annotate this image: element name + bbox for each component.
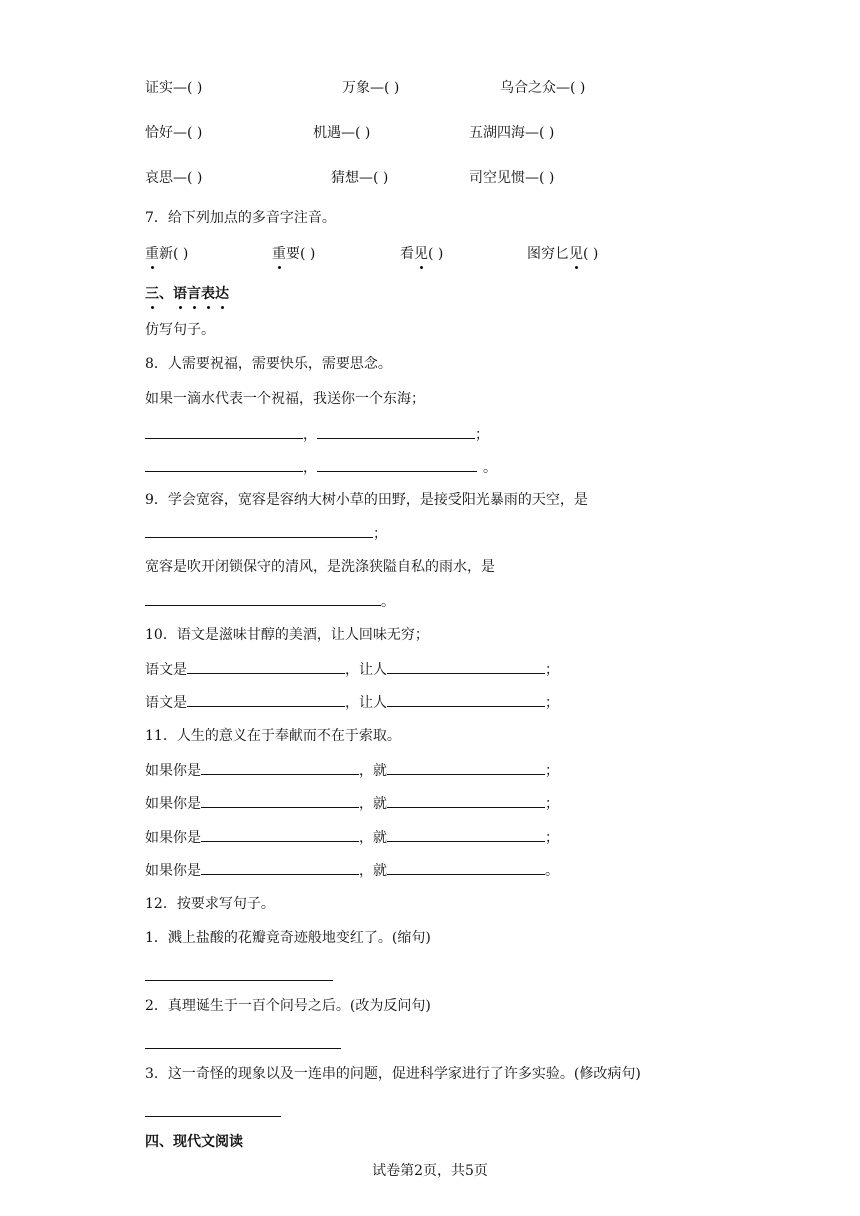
separator: 。 <box>483 460 497 476</box>
q7-item-rest: 要( ) <box>286 246 316 262</box>
q6-pair: 恰好—( ) <box>145 125 203 141</box>
q11-answer-line <box>145 860 559 881</box>
answer-blank[interactable] <box>201 860 359 875</box>
answer-blank[interactable] <box>387 793 545 808</box>
q11-answer-line <box>145 760 559 781</box>
line-prefix: 如果你是 <box>145 830 201 846</box>
q12-item: 2．真理诞生于一百个问号之后。(改为反问句) <box>145 998 431 1014</box>
heading-char: 语 <box>173 286 187 302</box>
dotted-char: 重 <box>145 246 159 262</box>
q12-item: 1．溅上盐酸的花瓣竟奇迹般地变红了。(缩句) <box>145 930 431 946</box>
q9-answer-line <box>145 591 395 612</box>
q12-answer-line <box>145 1102 281 1123</box>
answer-blank[interactable] <box>387 827 545 842</box>
q7-item <box>527 244 598 264</box>
q7-item-rest: ( ) <box>583 246 599 262</box>
q8-title: 8．人需要祝福，需要快乐，需要思念。 <box>145 356 392 372</box>
q7-item-pre: 图穷匕 <box>527 246 569 262</box>
q6-pair: 万象—( ) <box>342 80 400 96</box>
q12-title: 12．按要求写句子。 <box>145 896 275 912</box>
q10-answer-line <box>145 692 559 713</box>
line-mid: ，就 <box>359 830 387 846</box>
answer-blank[interactable] <box>317 424 475 439</box>
answer-blank[interactable] <box>201 760 359 775</box>
answer-blank[interactable] <box>387 760 545 775</box>
answer-blank[interactable] <box>145 1102 281 1117</box>
separator: ； <box>545 796 559 812</box>
q6-pair: 司空见惯—( ) <box>469 170 555 186</box>
answer-blank[interactable] <box>387 659 545 674</box>
line-mid: ，就 <box>359 763 387 779</box>
dotted-char: 见 <box>569 246 583 262</box>
answer-blank[interactable] <box>187 692 345 707</box>
answer-blank[interactable] <box>387 860 545 875</box>
separator: ， <box>303 460 317 476</box>
heading-char: 言 <box>187 286 201 302</box>
q7-item <box>272 244 315 264</box>
instruction-text: 仿写句子。 <box>145 322 215 338</box>
separator: ； <box>545 662 559 678</box>
line-prefix: 如果你是 <box>145 863 201 879</box>
q7-item-rest: 新( ) <box>159 246 189 262</box>
answer-blank[interactable] <box>187 659 345 674</box>
answer-blank[interactable] <box>317 457 477 472</box>
q10-answer-line <box>145 659 559 680</box>
q8-answer-line <box>145 457 497 478</box>
dotted-char: 见 <box>414 246 428 262</box>
separator: ； <box>545 695 559 711</box>
answer-blank[interactable] <box>145 424 303 439</box>
q6-pair: 乌合之众—( ) <box>500 80 586 96</box>
answer-blank[interactable] <box>145 966 333 981</box>
answer-blank[interactable] <box>145 1034 341 1049</box>
q8-answer-line <box>145 424 489 445</box>
q7-item-pre: 看 <box>400 246 414 262</box>
separator: ； <box>545 830 559 846</box>
line-mid: ，就 <box>359 796 387 812</box>
separator: ； <box>545 763 559 779</box>
heading-char: 达 <box>215 286 229 302</box>
q7-item <box>400 244 443 264</box>
q7-item-rest: ( ) <box>428 246 444 262</box>
line-mid: ，就 <box>359 863 387 879</box>
q6-pair: 证实—( ) <box>145 80 203 96</box>
answer-blank[interactable] <box>145 591 381 606</box>
q6-pair: 五湖四海—( ) <box>469 125 555 141</box>
answer-blank[interactable] <box>145 457 303 472</box>
q6-pair: 猜想—( ) <box>331 170 389 186</box>
q12-answer-line <box>145 1034 341 1055</box>
heading-char: 表 <box>201 286 215 302</box>
heading-char: 三 <box>145 286 159 302</box>
q12-item: 3．这一奇怪的现象以及一连串的问题，促进科学家进行了许多实验。(修改病句) <box>145 1066 641 1082</box>
q11-title: 11．人生的意义在于奉献而不在于索取。 <box>145 728 401 744</box>
line-mid: ，让人 <box>345 695 387 711</box>
dotted-char: 重 <box>272 246 286 262</box>
q11-answer-line <box>145 793 559 814</box>
separator: 。 <box>381 594 395 610</box>
line-prefix: 语文是 <box>145 695 187 711</box>
q9-line2: 宽容是吹开闭锁保守的清风，是洗涤狭隘自私的雨水，是 <box>145 559 495 575</box>
answer-blank[interactable] <box>201 793 359 808</box>
line-prefix: 语文是 <box>145 662 187 678</box>
q9-title: 9．学会宽容，宽容是容纳大树小草的田野，是接受阳光暴雨的天空，是 <box>145 492 588 508</box>
q12-answer-line <box>145 966 333 987</box>
q8-example: 如果一滴水代表一个祝福，我送你一个东海； <box>145 391 425 407</box>
q10-title: 10．语文是滋味甘醇的美酒，让人回味无穷； <box>145 627 429 643</box>
q7-title: 7．给下列加点的多音字注音。 <box>145 210 336 226</box>
page-footer: 试卷第2页，共5页 <box>372 1163 488 1179</box>
q6-pair: 机遇—( ) <box>313 125 371 141</box>
answer-blank[interactable] <box>201 827 359 842</box>
separator: 。 <box>545 863 559 879</box>
separator: ； <box>475 427 489 443</box>
line-prefix: 如果你是 <box>145 763 201 779</box>
q7-item <box>145 244 188 264</box>
separator: ； <box>373 526 387 542</box>
q6-pair: 哀思—( ) <box>145 170 203 186</box>
answer-blank[interactable] <box>387 692 545 707</box>
separator: ， <box>303 427 317 443</box>
section-heading: 四、现代文阅读 <box>145 1134 243 1150</box>
section-heading <box>145 284 229 304</box>
answer-blank[interactable] <box>145 523 373 538</box>
q9-answer-line <box>145 523 387 544</box>
line-mid: ，让人 <box>345 662 387 678</box>
line-prefix: 如果你是 <box>145 796 201 812</box>
q11-answer-line <box>145 827 559 848</box>
heading-char: 、 <box>159 286 173 302</box>
